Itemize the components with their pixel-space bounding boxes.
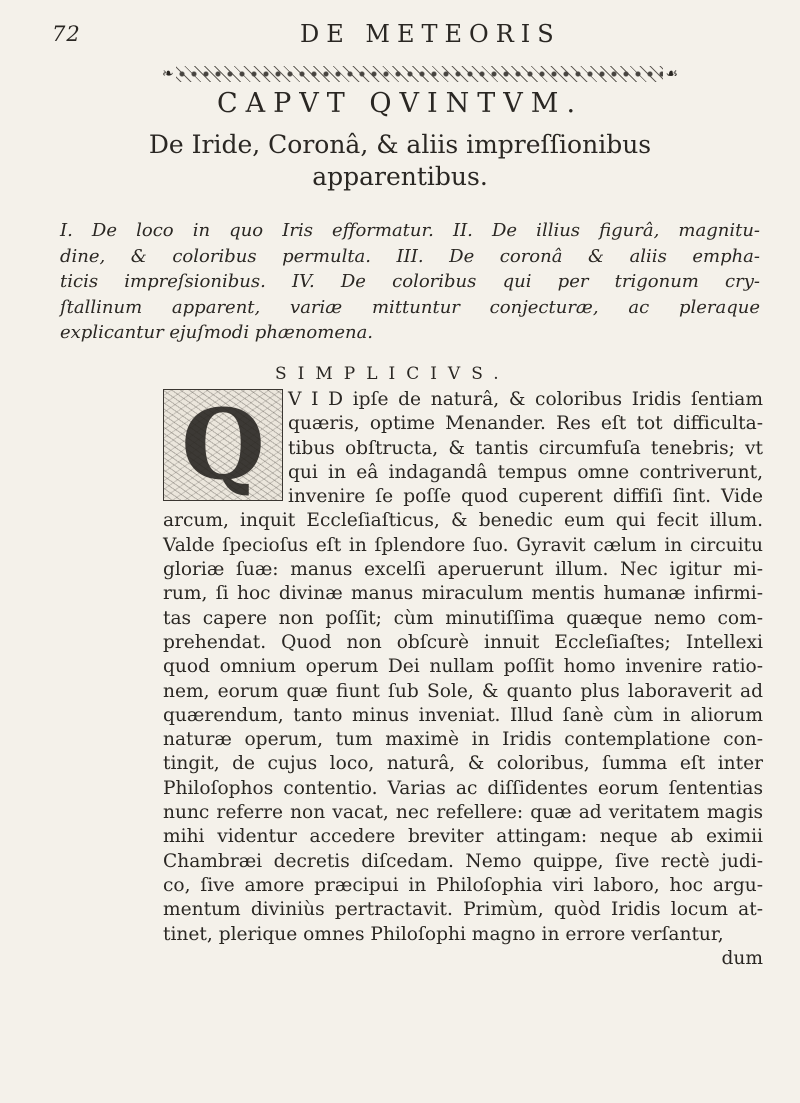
ornament-left-icon: ❧: [162, 66, 174, 82]
body-line: tas capere non poſſit; cùm minutiſſima quæque nemo com-: [163, 607, 763, 629]
body-line: Chambræi decretis diſcedam. Nemo quippe, ſive rectè judi-: [163, 850, 763, 872]
body-line: naturæ operum, tum maximè in Iridis contemplatione con-: [163, 729, 763, 751]
body-line: dum: [721, 947, 763, 969]
summary-line: dine, & coloribus permulta. III. De coronâ & aliis empha-: [60, 245, 760, 267]
ornament-pattern: [176, 66, 664, 82]
running-head: DE METEORIS: [300, 20, 561, 48]
body-line: quod omnium operum Dei nullam poſſit homo invenire ratio-: [163, 656, 763, 678]
body-line: qui in eâ indagandâ tempus omne contriverunt,: [288, 461, 763, 483]
body-line: mihi videntur accedere breviter attingam: neque ab eximii: [163, 826, 763, 848]
chapter-summary: [60, 218, 760, 346]
summary-line: ſtallinum apparent, variæ mittuntur conjecturæ, ac pleraque: [60, 296, 760, 318]
body-line: V I D ipſe de naturâ, & coloribus Iridis ſentiam: [288, 389, 763, 410]
body-line: arcum, inquit Eccleſiaſticus, & benedic eum qui fecit illum.: [163, 510, 763, 532]
summary-line: ticis impreſsionibus. IV. De coloribus qui per trigonum cry-: [60, 271, 760, 293]
summary-line: explicantur ejuſmodi phænomena.: [60, 322, 374, 344]
body-line: tibus obſtructa, & tantis circumfuſa tenebris; vt: [288, 437, 763, 459]
body-line: Valde ſpecioſus eſt in ſplendore ſuo. Gyravit cælum in circuitu: [163, 534, 763, 556]
chapter-title-line-2: apparentibus.: [312, 162, 488, 191]
body-line: tingit, de cujus loco, naturâ, & coloribus, ſumma eſt inter: [163, 753, 763, 775]
body-line: quærendum, tanto minus inveniat. Illud ſanè cùm in aliorum: [163, 704, 763, 726]
body-line: invenire ſe poſſe quod cuperent diffiſi ſint. Vide: [288, 486, 763, 508]
chapter-heading: CAPVT QVINTVM.: [216, 88, 584, 119]
body-line: quæris, optime Menander. Res eſt tot difficulta-: [288, 413, 763, 435]
body-line: rum, ſi hoc divinæ manus miraculum mentis humanæ infirmi-: [163, 583, 763, 605]
body-line: mentum diviniùs pertractavit. Primùm, quòd Iridis locum at-: [163, 899, 763, 921]
ornament-right-icon: ☙: [665, 66, 678, 82]
chapter-title-line-1: De Iride, Coronâ, & aliis impreſſionibus: [148, 130, 652, 159]
ornamental-band: [160, 62, 680, 86]
speaker-label: SIMPLICIVS.: [275, 364, 510, 384]
body-line: nunc referre non vacat, nec refellere: quæ ad veritatem magis: [163, 802, 763, 824]
summary-line: I. De loco in quo Iris efformatur. II. De illius figurâ, magnitu-: [60, 220, 760, 241]
body-line: tinet, plerique omnes Philoſophi magno in errore verſantur,: [163, 923, 724, 945]
page-number: 72: [52, 22, 81, 46]
decorated-initial-letter: Q: [181, 389, 265, 501]
body-text: [163, 388, 763, 971]
body-line: nem, eorum quæ fiunt ſub Sole, & quanto plus laboraverit ad: [163, 680, 763, 702]
body-line: Philoſophos contentio. Varias ac diſſidentes eorum ſententias: [163, 777, 763, 799]
body-line: co, ſive amore præcipui in Philoſophia viri laboro, hoc argu-: [163, 874, 763, 896]
body-line: prehendat. Quod non obſcurè innuit Eccleſiaſtes; Intellexi: [163, 631, 763, 653]
body-line: gloriæ ſuæ: manus excelſi aperuerunt illum. Nec igitur mi-: [163, 559, 763, 581]
